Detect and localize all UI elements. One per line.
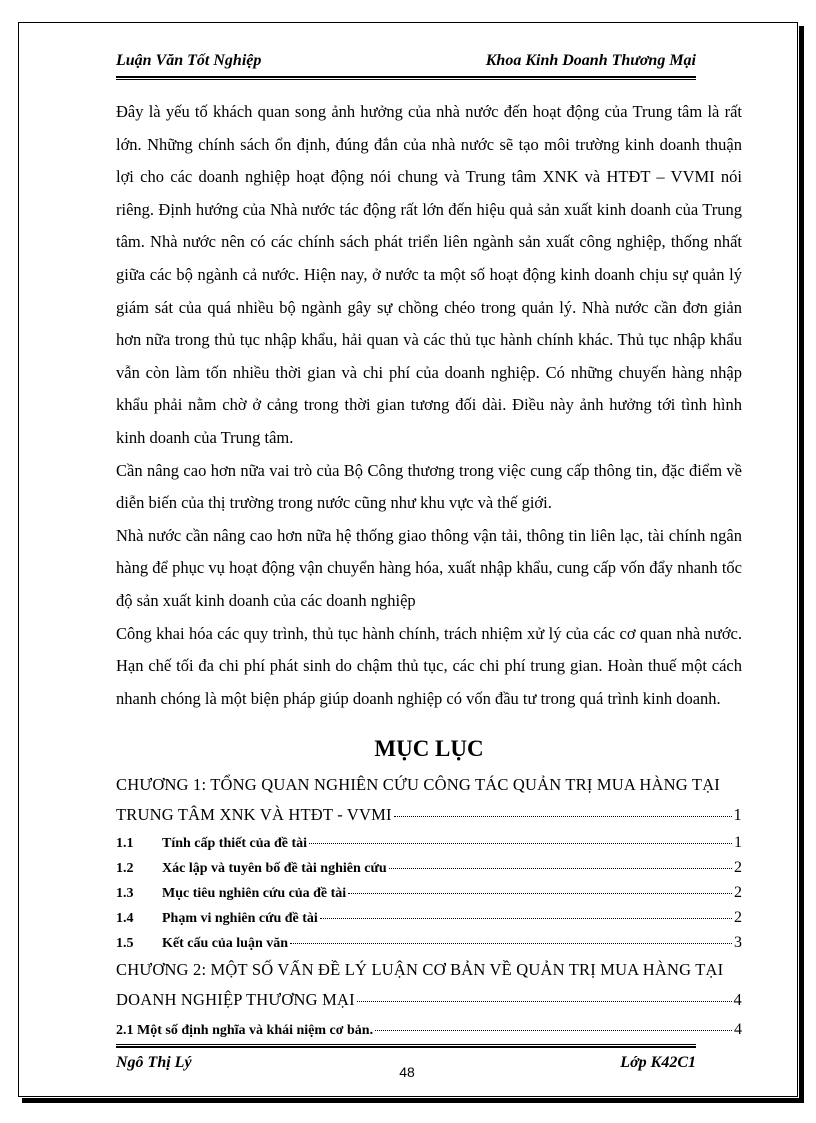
toc-section-number: 1.2 (116, 861, 134, 876)
toc-section-1-1[interactable] (116, 830, 742, 855)
footer-class: Lớp K42C1 (620, 1054, 696, 1071)
toc-section-number: 1.3 (116, 886, 134, 901)
toc-entry-text: Phạm vi nghiên cứu đề tài (162, 911, 318, 926)
toc-section-number: 1.1 (116, 836, 134, 851)
paragraph: Công khai hóa các quy trình, thủ tục hành chính, trách nhiệm xử lý của các cơ quan nhà nước. Hạn chế tối đa chi phí phát sinh do chậm thủ tục, các chi phí trung gian. Hoàn thuế một cách nhanh chóng là một biện pháp giúp doanh nghiệp có vốn đầu tư trong quá trình kinh doanh. (116, 623, 742, 708)
toc-section-1-2[interactable] (116, 855, 742, 880)
toc-leader-dots (320, 918, 732, 919)
toc-title: MỤC LỤC (374, 736, 484, 761)
paragraph: Nhà nước cần nâng cao hơn nữa hệ thống giao thông vận tải, thông tin liên lạc, tài chính ngân hàng để phục vụ hoạt động vận chuyển hàng hóa, xuất nhập khẩu, cung cấp vốn đẩy nhanh tốc độ sản xuất kinh doanh của các doanh nghiệp (116, 525, 742, 610)
toc-section-number: 1.5 (116, 936, 134, 951)
toc-leader-dots (348, 893, 732, 894)
toc-page-number: 3 (734, 934, 742, 951)
toc-page-number: 1 (734, 834, 742, 851)
toc-entry-text: Tính cấp thiết của đề tài (162, 836, 308, 851)
toc-page-number: 4 (733, 990, 742, 1009)
table-of-contents (116, 770, 742, 1045)
toc-page-number: 1 (733, 805, 742, 824)
toc-section-number: 1.4 (116, 911, 134, 926)
toc-chapter-2-line1[interactable]: CHƯƠNG 2: MỘT SỐ VẤN ĐỀ LÝ LUẬN CƠ BẢN VỀ QUẢN TRỊ MUA HÀNG TẠI (116, 960, 724, 979)
toc-leader-dots (309, 843, 732, 844)
toc-leader-dots (357, 1001, 732, 1002)
toc-chapter-1-line1[interactable]: CHƯƠNG 1: TỔNG QUAN NGHIÊN CỨU CÔNG TÁC QUẢN TRỊ MUA HÀNG TẠI (116, 775, 721, 794)
page-header (116, 52, 696, 74)
toc-page-number: 2 (734, 884, 742, 901)
body-text (116, 96, 742, 715)
toc-chapter-2[interactable] (116, 985, 742, 1015)
toc-leader-dots (394, 816, 732, 817)
toc-section-1-3[interactable] (116, 880, 742, 905)
toc-page-number: 2 (734, 909, 742, 926)
header-left: Luận Văn Tốt Nghiệp (116, 52, 262, 69)
header-right: Khoa Kinh Doanh Thương Mại (485, 52, 696, 69)
toc-entry-text: DOANH NGHIỆP THƯƠNG MẠI (116, 990, 355, 1009)
toc-entry-text: Kết cấu của luận văn (162, 936, 289, 951)
toc-entry-text: Mục tiêu nghiên cứu của đề tài (162, 886, 347, 901)
toc-leader-dots (389, 868, 732, 869)
toc-leader-dots (290, 943, 732, 944)
toc-leader-dots (375, 1030, 732, 1031)
paragraph: Đây là yếu tố khách quan song ảnh hưởng của nhà nước đến hoạt động của Trung tâm là rất lớn. Những chính sách ổn định, đúng đắn của nhà nước sẽ tạo môi trường kinh doanh thuận lợi cho các doanh nghiệp hoạt động nói chung và Trung tâm XNK và HTĐT – VVMI nói riêng. Định hướng của Nhà nước tác động rất lớn đến hiệu quả sản xuất kinh doanh của Trung tâm. Nhà nước nên có các chính sách phát triển liên ngành sản xuất công nghiệp, thống nhất giữa các bộ ngành cả nước. Hiện nay, ở nước ta một số hoạt động kinh doanh chịu sự quản lý giám sát của quá nhiều bộ ngành gây sự chồng chéo trong quản lý. Nhà nước cần đơn giản hơn nữa trong thủ tục nhập khẩu, hải quan và các thủ tục hành chính khác. Thủ tục nhập khẩu vẫn còn làm tốn nhiều thời gian và chi phí của doanh nghiệp. Có những chuyến hàng nhập khẩu phải nằm chờ ở cảng trong thời gian tương đối dài. Điều này ảnh hưởng tới tình hình kinh doanh của Trung tâm. (116, 102, 742, 447)
toc-entry-text: Xác lập và tuyên bố đề tài nghiên cứu (162, 861, 387, 876)
page-number: 48 (399, 1064, 415, 1080)
toc-chapter-1[interactable] (116, 800, 742, 830)
footer-author: Ngô Thị Lý (116, 1054, 192, 1071)
toc-page-number: 4 (734, 1021, 742, 1038)
paragraph: Cần nâng cao hơn nữa vai trò của Bộ Công thương trong việc cung cấp thông tin, đặc điểm về diễn biến của thị trường trong nước cũng như khu vực và thế giới. (116, 460, 742, 513)
toc-subsection-2-1[interactable] (116, 1015, 742, 1045)
toc-section-1-4[interactable] (116, 905, 742, 930)
header-rule (116, 76, 696, 80)
toc-page-number: 2 (734, 859, 742, 876)
toc-section-1-5[interactable] (116, 930, 742, 955)
toc-entry-text: 2.1 Một số định nghĩa và khái niệm cơ bản. (116, 1023, 374, 1038)
toc-entry-text: TRUNG TÂM XNK VÀ HTĐT - VVMI (116, 805, 392, 824)
footer-rule (116, 1044, 696, 1048)
